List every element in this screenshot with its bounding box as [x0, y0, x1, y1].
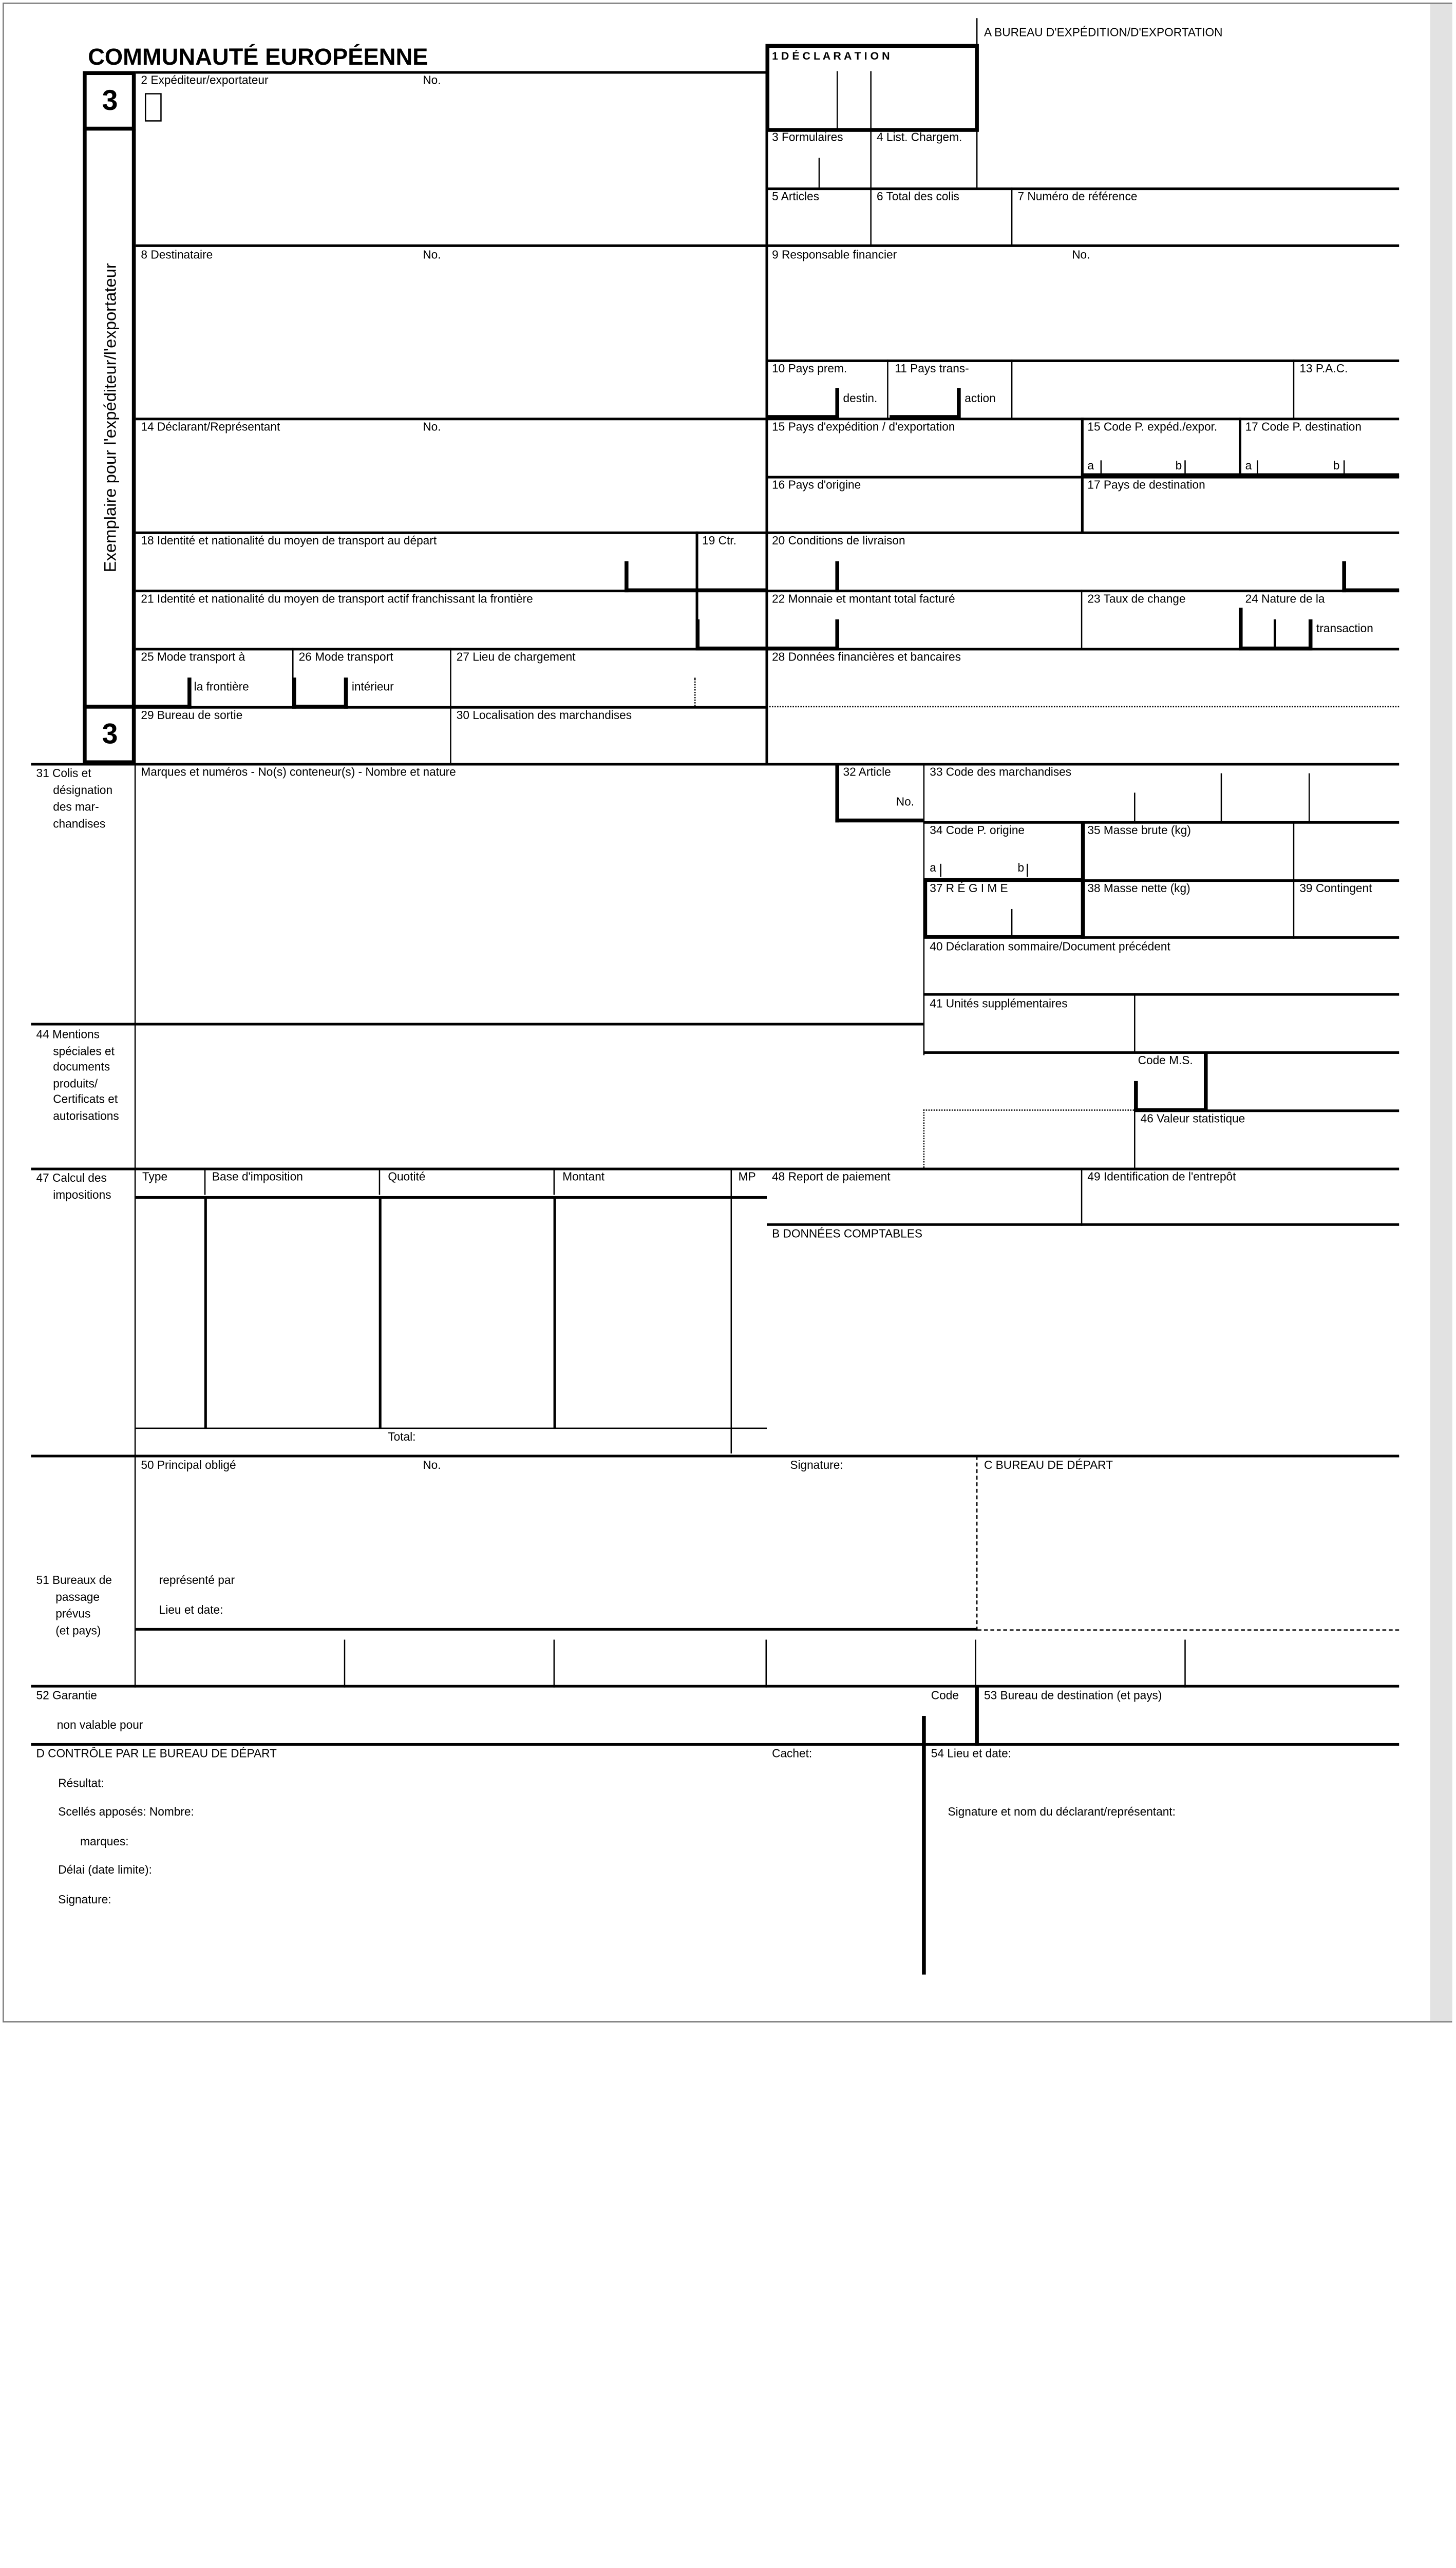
box-24-label-2: transaction: [1316, 622, 1373, 635]
declaration-label: 1 D É C L A R A T I O N: [772, 49, 890, 62]
rule: [767, 187, 1399, 190]
rule: [1184, 1639, 1186, 1687]
rule: [1239, 608, 1243, 650]
rule: [887, 360, 888, 419]
rule: [1342, 589, 1399, 593]
rule: [554, 1196, 556, 1429]
box-17-b: b: [1333, 459, 1340, 472]
rule: [625, 561, 629, 592]
box-29-label: 29 Bureau de sortie: [141, 708, 243, 722]
box-11-label-2: action: [965, 391, 996, 405]
rule: [957, 388, 961, 419]
box-50-signature: Signature:: [790, 1458, 843, 1472]
rule: [204, 1196, 207, 1429]
box-44-line-2: spéciales et: [53, 1044, 115, 1058]
rule: [135, 763, 136, 1687]
represente-par: représenté par: [159, 1574, 235, 1587]
rule: [1206, 1109, 1399, 1111]
rule: [1011, 360, 1013, 419]
box-51-line-4: (et pays): [55, 1624, 101, 1637]
rule: [835, 561, 839, 592]
rule: [31, 763, 1399, 765]
box-15-code-label: 15 Code P. expéd./expor.: [1087, 420, 1218, 433]
checkbox-icon[interactable]: [145, 93, 162, 121]
box-34-a: a: [930, 861, 936, 874]
rule: [554, 1168, 555, 1195]
rule: [379, 1168, 381, 1195]
rule: [976, 129, 978, 187]
page-frame: [3, 3, 1452, 2023]
box-18-label: 18 Identité et nationalité du moyen de transport au départ: [141, 534, 437, 547]
dotted-rule: [923, 1109, 1134, 1111]
rule: [31, 1168, 1399, 1170]
box-10-label: 10 Pays prem.: [772, 362, 847, 375]
box-21-label: 21 Identité et nationalité du moyen de transport actif franchissant la frontière: [141, 592, 533, 606]
rule: [31, 1743, 1399, 1745]
box-34-label: 34 Code P. origine: [930, 823, 1025, 837]
box-20-label: 20 Conditions de livraison: [772, 534, 905, 547]
rule: [835, 388, 839, 419]
box-26-label-2: intérieur: [351, 680, 394, 693]
rule: [136, 1428, 767, 1429]
box-31-line-3: des mar-: [53, 800, 99, 814]
rule: [625, 589, 767, 593]
box-44-line-6: autorisations: [53, 1108, 119, 1122]
box-41-label: 41 Unités supplémentaires: [930, 997, 1068, 1010]
rule: [870, 129, 872, 246]
copy-column-right-line: [132, 129, 136, 709]
box-39-label: 39 Contingent: [1299, 882, 1372, 895]
box-d-label: D CONTRÔLE PAR LE BUREAU DE DÉPART: [36, 1747, 277, 1760]
box-24-label: 24 Nature de la: [1245, 592, 1325, 606]
box-2-label: 2 Expéditeur/exportateur: [141, 73, 269, 87]
rule: [922, 1716, 926, 1975]
box-5-label: 5 Articles: [772, 190, 820, 203]
tick: [1257, 460, 1258, 473]
rule: [1293, 360, 1295, 419]
rule: [1221, 773, 1222, 823]
box-25-label: 25 Mode transport à: [141, 650, 245, 664]
rule: [187, 677, 192, 708]
box-37-label: 37 R É G I M E: [930, 882, 1008, 895]
rule: [1085, 936, 1399, 938]
rule: [1239, 418, 1241, 477]
rule: [923, 993, 1400, 995]
copy-column-left-line: [83, 129, 87, 709]
rule: [923, 1051, 1400, 1053]
total-label: Total:: [388, 1430, 416, 1443]
box-30-label: 30 Localisation des marchandises: [456, 708, 632, 722]
rule: [1134, 993, 1136, 1053]
copy-number-bottom: 3: [102, 717, 118, 750]
rule: [292, 677, 296, 708]
rule: [696, 619, 700, 650]
box-7-label: 7 Numéro de référence: [1017, 190, 1138, 203]
rule: [975, 1686, 979, 1746]
box-15-a: a: [1087, 459, 1094, 472]
rule: [344, 1639, 346, 1687]
box-17-a: a: [1245, 459, 1252, 472]
box-52-label: 52 Garantie: [36, 1689, 97, 1702]
box-49-label: 49 Identification de l'entrepôt: [1087, 1170, 1236, 1183]
tick: [940, 864, 941, 877]
box-10-label-2: destin.: [843, 391, 878, 405]
col-type: Type: [142, 1170, 168, 1183]
box-27-label: 27 Lieu de chargement: [456, 650, 576, 664]
rule: [1134, 1081, 1138, 1111]
box-22-label: 22 Monnaie et montant total facturé: [772, 592, 955, 606]
box-a-label: A BUREAU D'EXPÉDITION/D'EXPORTATION: [984, 26, 1223, 39]
col-base: Base d'imposition: [212, 1170, 303, 1183]
box-15-b: b: [1175, 459, 1182, 472]
dashed-rule: [976, 1456, 978, 1631]
rule: [136, 1196, 767, 1198]
rule: [819, 158, 820, 187]
box-8-no: No.: [423, 248, 441, 261]
delai-label: Délai (date limite):: [58, 1863, 152, 1877]
dotted-rule: [767, 706, 1399, 708]
box-17-code-label: 17 Code P. destination: [1245, 420, 1362, 433]
rule: [923, 821, 1400, 823]
box-40-label: 40 Déclaration sommaire/Document précédent: [930, 940, 1170, 953]
rule: [1309, 619, 1313, 650]
box-38-label: 38 Masse nette (kg): [1087, 882, 1190, 895]
box-44-line-5: Certificats et: [53, 1092, 118, 1106]
page-edge-shadow: [1430, 4, 1452, 2022]
rule: [1134, 1108, 1206, 1112]
rule: [450, 648, 451, 764]
box-11-label: 11 Pays trans-: [895, 362, 969, 375]
box-8-label: 8 Destinataire: [141, 248, 213, 261]
rule: [31, 1685, 1399, 1687]
rule: [731, 1168, 732, 1453]
box-31-marks-label: Marques et numéros - No(s) conteneur(s) - Nombre et nature: [141, 765, 456, 779]
rule: [767, 360, 1399, 362]
box-31-line-2: désignation: [53, 783, 113, 797]
rule: [554, 1639, 555, 1687]
rule: [379, 1196, 382, 1429]
rule: [1274, 619, 1276, 648]
rule: [31, 1023, 923, 1025]
box-44-line-4: produits/: [53, 1077, 98, 1090]
declaration-divider-1: [837, 71, 838, 129]
marques-label: marques:: [80, 1835, 129, 1848]
box-13-label: 13 P.A.C.: [1299, 362, 1348, 375]
box-44-line-3: documents: [53, 1060, 110, 1073]
box-47-line-2: impositions: [53, 1188, 111, 1201]
box-48-label: 48 Report de paiement: [772, 1170, 891, 1183]
box-3-label: 3 Formulaires: [772, 130, 843, 144]
scelles-label: Scellés apposés: Nombre:: [58, 1805, 194, 1818]
box-50-no: No.: [423, 1458, 441, 1472]
box-9-no: No.: [1072, 248, 1090, 261]
dashed-rule: [977, 1629, 1399, 1631]
lieu-et-date: Lieu et date:: [159, 1603, 223, 1617]
box-35-label: 35 Masse brute (kg): [1087, 823, 1191, 837]
box-17-label: 17 Pays de destination: [1087, 478, 1205, 492]
rule: [835, 619, 839, 650]
box-31-line-1: 31 Colis et: [36, 767, 91, 780]
tick: [1027, 864, 1028, 877]
box-44-label: [36, 1027, 119, 1124]
box-32-label: 32 Article: [843, 765, 891, 779]
non-valable-label: non valable pour: [56, 1719, 143, 1732]
tick: [1101, 460, 1102, 473]
box-9-label: 9 Responsable financier: [772, 248, 897, 261]
rule: [767, 1223, 1399, 1225]
box-50-label: 50 Principal obligé: [141, 1458, 236, 1472]
box-47-line-1: 47 Calcul des: [36, 1172, 107, 1185]
col-mp: MP: [738, 1170, 756, 1183]
box-c-label: C BUREAU DE DÉPART: [984, 1458, 1113, 1472]
rule: [292, 705, 348, 709]
controle-signature-label: Signature:: [58, 1893, 111, 1906]
box-25-label-2: la frontière: [194, 680, 249, 693]
box-16-label: 16 Pays d'origine: [772, 478, 861, 492]
box-31-line-4: chandises: [53, 817, 106, 830]
box-51-label: [36, 1573, 111, 1640]
rule: [767, 415, 838, 419]
box-51-line-1: 51 Bureaux de: [36, 1574, 112, 1587]
box-46-label: 46 Valeur statistique: [1140, 1112, 1245, 1125]
box-53-label: 53 Bureau de destination (et pays): [984, 1689, 1162, 1702]
copy-number-top: 3: [102, 84, 118, 117]
box-28-label: 28 Données financières et bancaires: [772, 650, 961, 664]
box-14-label: 14 Déclarant/Représentant: [141, 420, 280, 433]
col-montant: Montant: [562, 1170, 605, 1183]
resultat-label: Résultat:: [58, 1777, 104, 1790]
dotted-rule: [923, 1109, 925, 1167]
code-label: Code: [931, 1689, 959, 1702]
rule: [835, 763, 839, 822]
declaration-divider-2: [870, 71, 872, 129]
copy-label: Exemplaire pour l'expéditeur/l'exportateur: [100, 263, 120, 573]
donnees-comptables-label: B DONNÉES COMPTABLES: [772, 1227, 923, 1240]
tick: [1184, 460, 1186, 473]
box-23-label: 23 Taux de change: [1087, 592, 1186, 606]
rule: [835, 819, 923, 823]
rule: [344, 677, 348, 708]
box-31-label: [36, 765, 112, 833]
rule: [1134, 1109, 1136, 1167]
box-51-line-3: prévus: [55, 1607, 91, 1620]
dotted-rule: [694, 677, 696, 706]
box-33-label: 33 Code des marchandises: [930, 765, 1072, 779]
box-19-label: 19 Ctr.: [702, 534, 736, 547]
box-4-label: 4 List. Chargem.: [877, 130, 962, 144]
box-a-line: [976, 18, 978, 44]
rule: [1081, 590, 1083, 649]
box-26-label: 26 Mode transport: [298, 650, 393, 664]
box-2-no: No.: [423, 73, 441, 87]
col-quotite: Quotité: [388, 1170, 426, 1183]
community-title: COMMUNAUTÉ EUROPÉENNE: [88, 44, 428, 70]
code-ms-label: Code M.S.: [1138, 1053, 1193, 1067]
box-32-no: No.: [896, 795, 915, 808]
rule: [1204, 1051, 1208, 1111]
box-34-b: b: [1017, 861, 1025, 874]
rule: [136, 1628, 977, 1631]
rule: [696, 647, 838, 651]
rule: [1011, 909, 1013, 937]
signature-nom-label: Signature et nom du déclarant/représentant:: [948, 1805, 1176, 1818]
rule: [1134, 792, 1136, 822]
rule: [890, 415, 959, 419]
box-15-label: 15 Pays d'expédition / d'exportation: [772, 420, 955, 433]
dashed-rule: [977, 1456, 1399, 1458]
rule: [1342, 561, 1346, 592]
rule: [204, 1168, 206, 1195]
box-6-label: 6 Total des colis: [877, 190, 959, 203]
rule: [1011, 187, 1013, 246]
rule: [1309, 773, 1310, 823]
rule: [765, 1639, 767, 1687]
rule: [1085, 879, 1399, 881]
rule: [136, 705, 191, 709]
box-44-line-1: 44 Mentions: [36, 1028, 100, 1041]
cachet-label: Cachet:: [772, 1747, 812, 1760]
box-51-line-2: passage: [55, 1590, 100, 1603]
rule: [1081, 1168, 1083, 1226]
box-54-label: 54 Lieu et date:: [931, 1747, 1012, 1760]
rule: [975, 1639, 976, 1687]
rule: [1081, 473, 1399, 477]
box-14-no: No.: [423, 420, 441, 433]
box-47-label: [36, 1170, 111, 1204]
tick: [1344, 460, 1345, 473]
